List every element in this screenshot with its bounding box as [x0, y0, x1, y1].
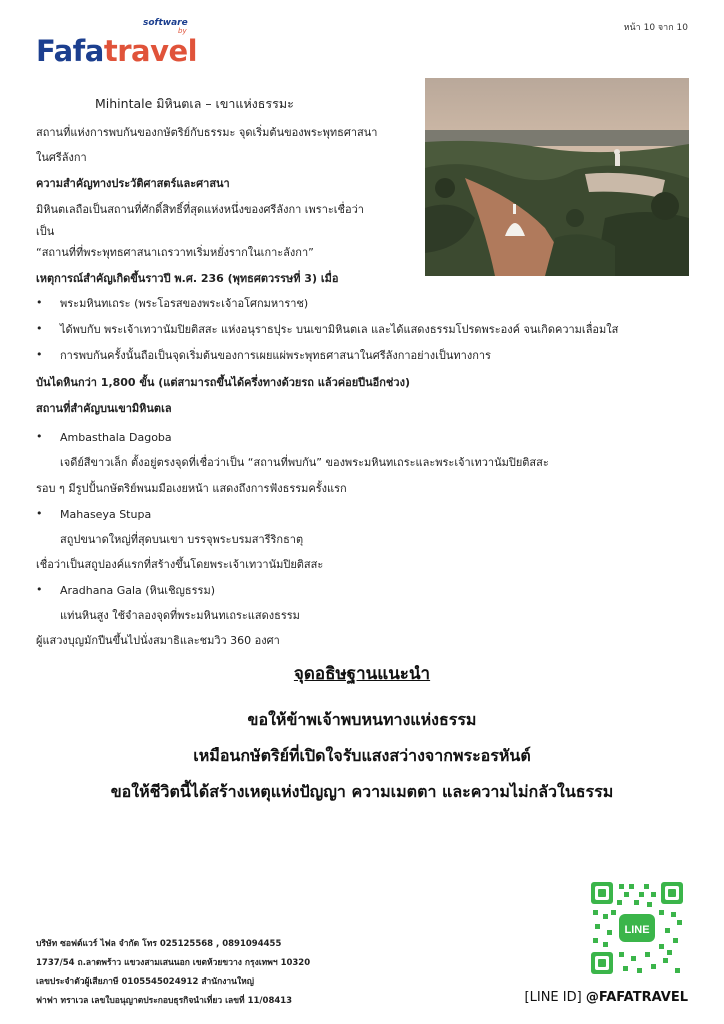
intro-line-2: ในศรีลังกา: [36, 151, 87, 164]
fafatravel-logo: [36, 16, 196, 72]
page-title: Mihintale มิหินตเล – เขาแห่งธรรมะ: [95, 96, 294, 111]
bullet-dot: •: [36, 348, 43, 361]
line-id-handle: @FAFATRAVEL: [585, 990, 688, 1005]
place-2-desc-1: สถูปขนาดใหญ่ที่สุดบนเขา บรรจุพระบรมสารีริกธาตุ: [60, 533, 304, 546]
bullet-dot: •: [36, 583, 43, 596]
bullet-dot: •: [36, 507, 43, 520]
place-2-name: Mahaseya Stupa: [60, 508, 152, 521]
mihintale-photo: [425, 78, 689, 276]
prayer-line-1: ขอให้ข้าพเจ้าพบหนทางแห่งธรรม: [247, 710, 477, 729]
logo-wordmark: [36, 34, 197, 68]
bullet-dot: •: [36, 430, 43, 443]
event-bullet-1: พระมหินทเถระ (พระโอรสของพระเจ้าอโศกมหาราช): [60, 297, 309, 310]
stairs-note: บันไดหินกว่า 1,800 ขั้น (แต่สามารถขึ้นได้ครึ่งทางด้วยรถ แล้วค่อยปีนอีกช่วง): [36, 376, 410, 389]
event-bullet-2: ได้พบกับ พระเจ้าเทวานัมปิยติสสะ แห่งอนุราธปุระ บนเขามิหินตเล และได้แสดงธรรมโปรดพระองค์ จนเกิดความเลื่อมใส: [60, 323, 619, 336]
footer-address: 1737/54 ถ.ลาดพร้าว แขวงสามเสนนอก เขตห้วยขวาง กรุงเทพฯ 10320: [36, 958, 311, 968]
page-number: หน้า 10 จาก 10: [623, 23, 688, 33]
logo-by-text: by: [178, 27, 187, 35]
significance-line-1: มิหินตเลถือเป็นสถานที่ศักดิ์สิทธิ์ที่สุดแห่งหนึ่งของศรีลังกา เพราะเชื่อว่า: [36, 203, 364, 216]
line-id-prefix: [LINE ID]: [524, 990, 586, 1005]
bullet-dot: •: [36, 322, 43, 335]
place-3-desc-2: ผู้แสวงบุญมักปีนขึ้นไปนั่งสมาธิและชมวิว 360 องศา: [36, 634, 280, 647]
significance-heading: ความสำคัญทางประวัติศาสตร์และศาสนา: [36, 177, 230, 190]
significance-line-2: เป็น: [36, 225, 55, 238]
places-heading: สถานที่สำคัญบนเขามิหินตเล: [36, 402, 172, 415]
place-1-desc-1: เจดีย์สีขาวเล็ก ตั้งอยู่ตรงจุดที่เชื่อว่าเป็น “สถานที่พบกัน” ของพระมหินทเถระและพระเจ้าเทวานัมปิยติสสะ: [60, 456, 549, 469]
logo-fa-text: Fafa: [36, 34, 104, 68]
bullet-dot: •: [36, 296, 43, 309]
logo-software-text: software: [143, 18, 188, 28]
line-qr-code[interactable]: [589, 880, 685, 976]
line-id: [525, 990, 688, 1005]
event-heading: เหตุการณ์สำคัญเกิดขึ้นราวปี พ.ศ. 236 (พุทธศตวรรษที่ 3) เมื่อ: [36, 272, 339, 285]
place-1-name: Ambasthala Dagoba: [60, 431, 172, 444]
prayer-line-3: ขอให้ชีวิตนี้ได้สร้างเหตุแห่งปัญญา ความเมตตา และความไม่กลัวในธรรม: [110, 782, 614, 801]
logo-travel-text: travel: [103, 34, 198, 68]
qr-line-label: LINE: [624, 924, 650, 936]
footer-company: บริษัท ซอฟต์แวร์ ไฟล จำกัด โทร 025125568 , 0891094455: [36, 939, 282, 949]
place-3-name: Aradhana Gala (หินเชิญธรรม): [60, 584, 215, 597]
significance-quote: “สถานที่ที่พระพุทธศาสนาเถรวาทเริ่มหยั่งรากในเกาะลังกา”: [36, 246, 314, 259]
prayer-heading: จุดอธิษฐานแนะนำ: [293, 664, 431, 684]
place-1-desc-2: รอบ ๆ มีรูปปั้นกษัตริย์พนมมือเงยหน้า แสดงถึงการฟังธรรมครั้งแรก: [36, 482, 347, 495]
prayer-line-2: เหมือนกษัตริย์ที่เปิดใจรับแสงสว่างจากพระอรหันต์: [193, 746, 531, 765]
intro-line-1: สถานที่แห่งการพบกันของกษัตริย์กับธรรมะ จุดเริ่มต้นของพระพุทธศาสนา: [36, 126, 378, 139]
event-bullet-3: การพบกันครั้งนั้นถือเป็นจุดเริ่มต้นของการเผยแผ่พระพุทธศาสนาในศรีลังกาอย่างเป็นทางการ: [60, 349, 491, 362]
place-2-desc-2: เชื่อว่าเป็นสถูปองค์แรกที่สร้างขึ้นโดยพระเจ้าเทวานัมปิยติสสะ: [36, 558, 324, 571]
footer-license: ฟาฟา ทราเวล เลขใบอนุญาตประกอบธุรกิจนำเที่ยว เลขที่ 11/08413: [36, 996, 293, 1006]
place-3-desc-1: แท่นหินสูง ใช้จำลองจุดที่พระมหินทเถระแสดงธรรม: [60, 609, 300, 622]
footer-tax-id: เลขประจำตัวผู้เสียภาษี 0105545024912 สำนักงานใหญ่: [36, 977, 254, 987]
